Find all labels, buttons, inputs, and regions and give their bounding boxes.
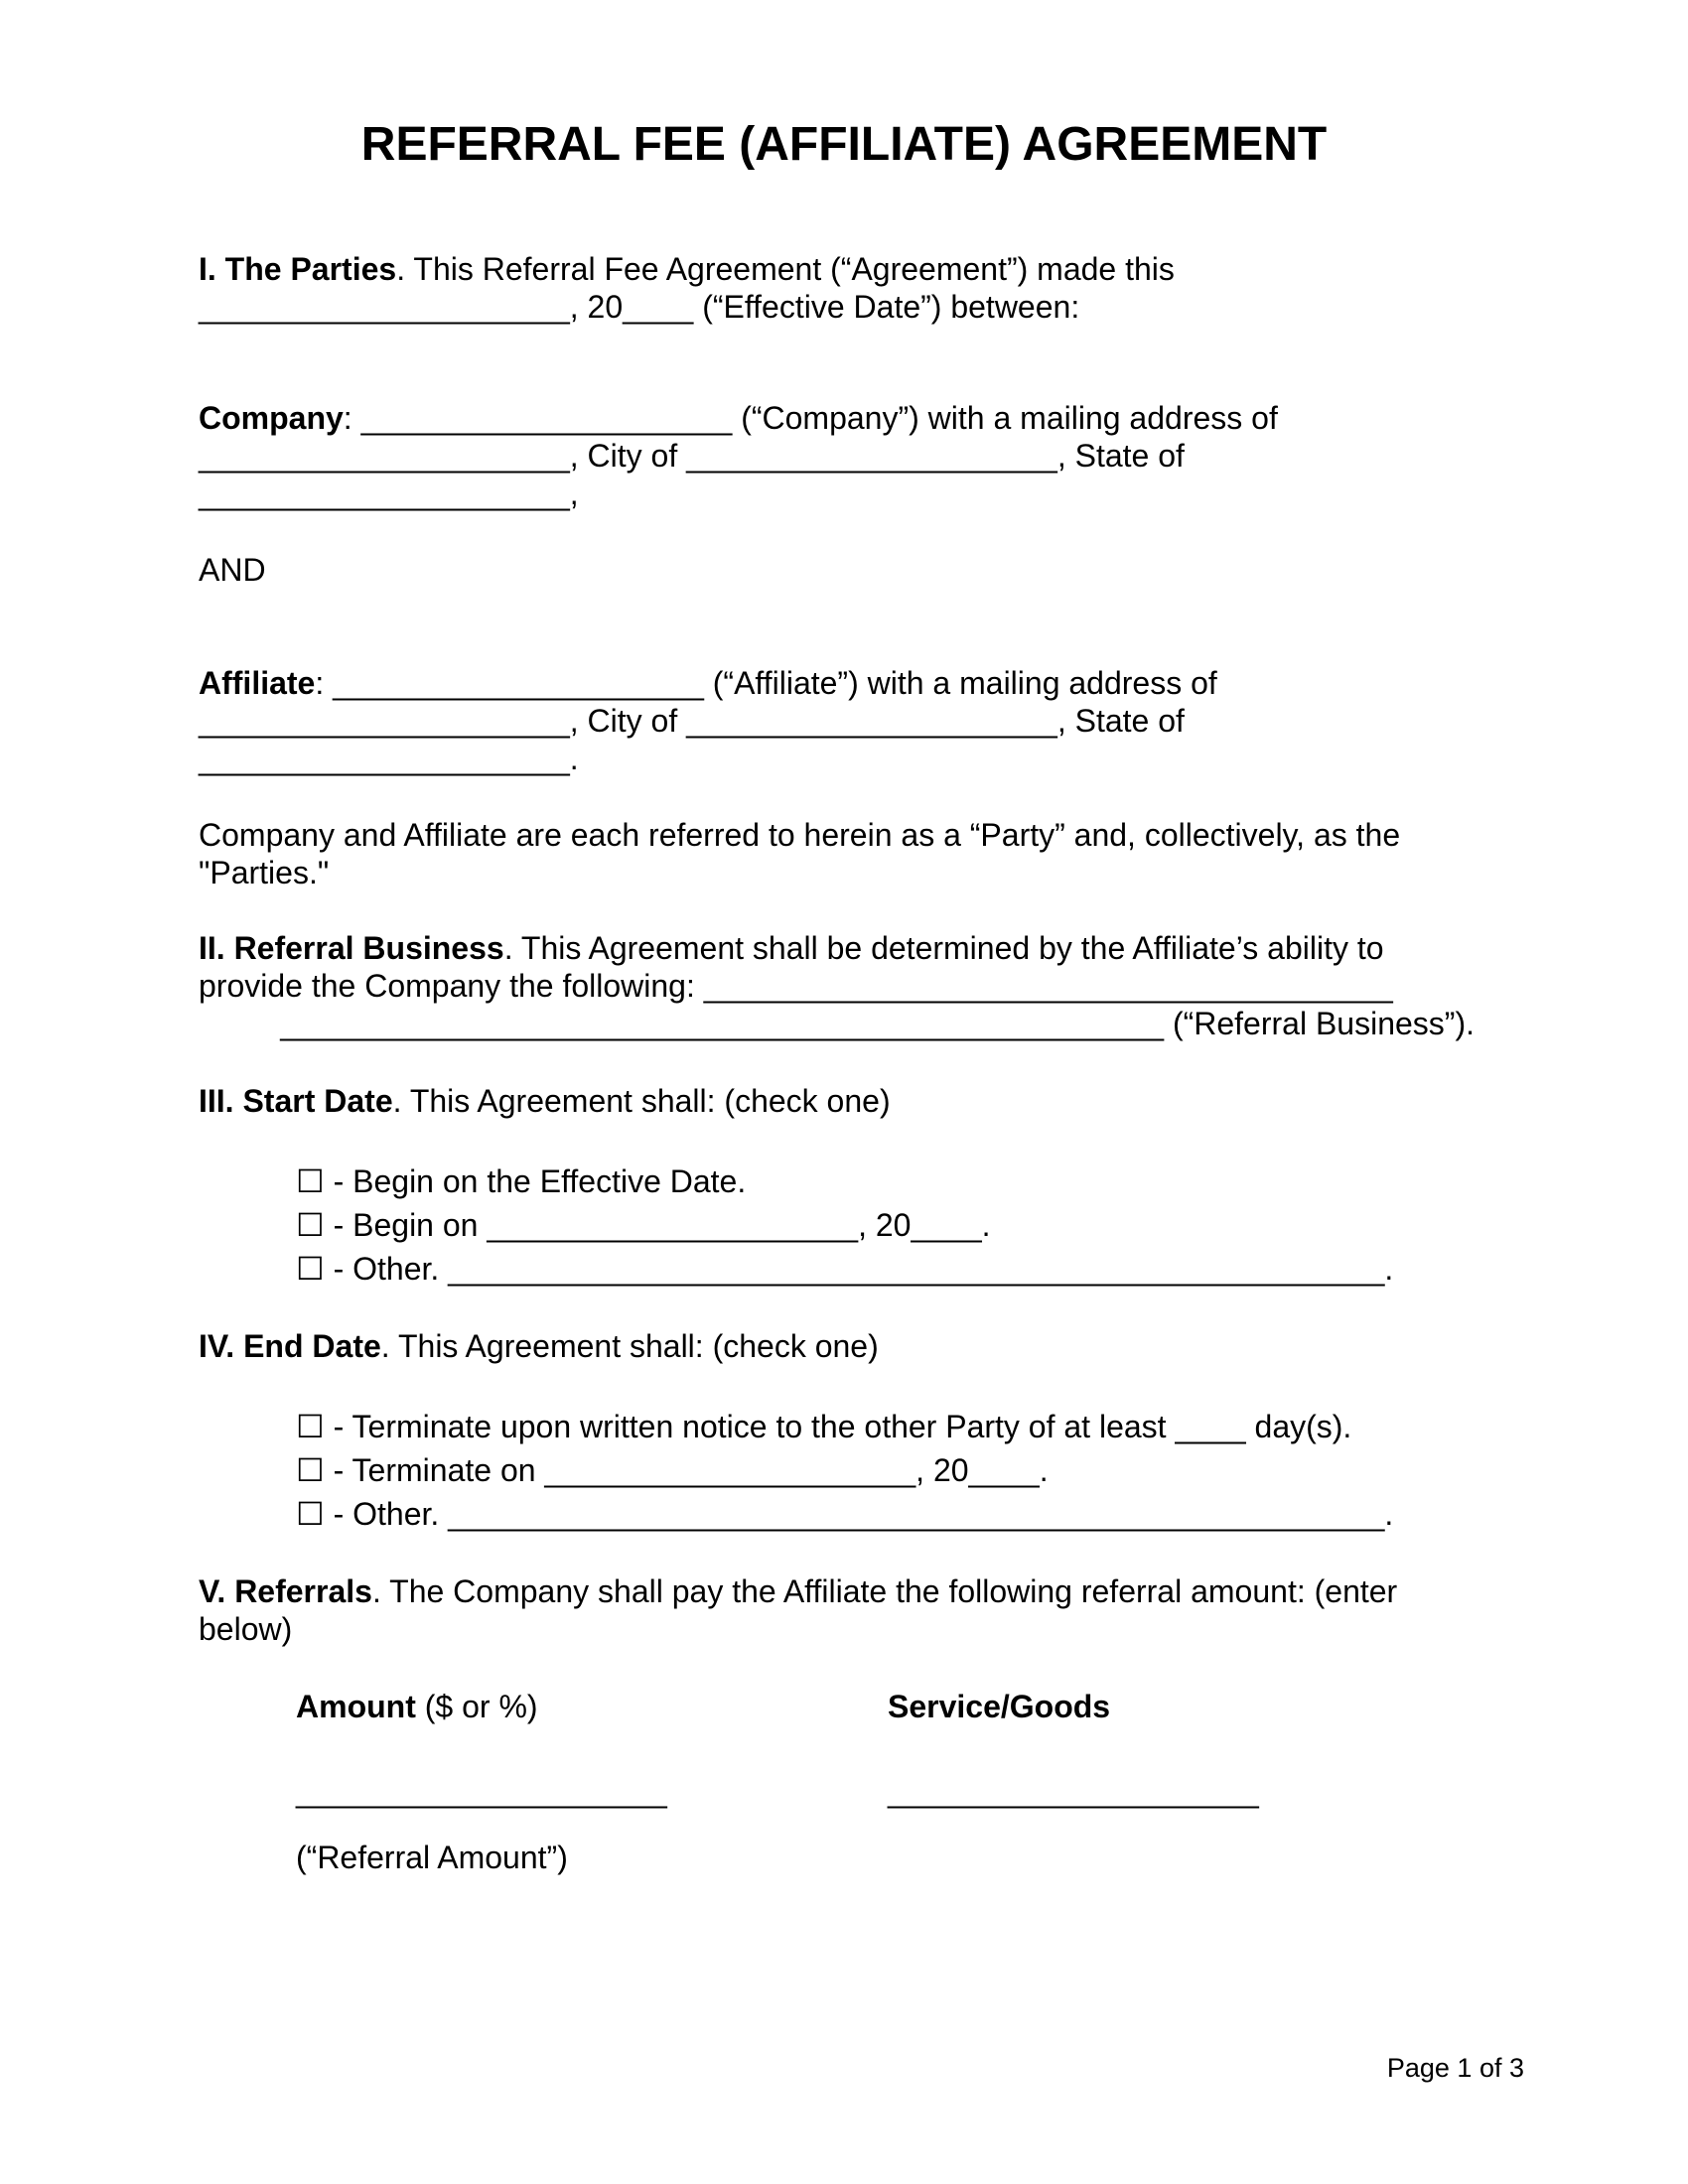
document-title: REFERRAL FEE (AFFILIATE) AGREEMENT [360,118,1328,171]
company-line-3[interactable]: _____________________, [199,476,579,511]
end-date-option-terminate-on[interactable]: ☐ - Terminate on _____________________, 20____. [296,1452,1049,1488]
referrals-line-1: V. Referrals. The Company shall pay the Affiliate the following referral amount: (enter [199,1573,1398,1609]
company-line-2[interactable]: _____________________, City of _____________________, State of [199,438,1185,474]
amount-column-header: Amount ($ or %) [296,1689,538,1724]
section-heading-referrals: V. Referrals [199,1573,372,1609]
referral-business-line-3[interactable]: __________________________________________________ (“Referral Business”). [280,1006,1475,1041]
service-goods-column-header: Service/Goods [888,1689,1111,1724]
start-date-option-effective[interactable]: ☐ - Begin on the Effective Date. [296,1163,747,1199]
section-parties [199,250,1489,326]
affiliate-line-3[interactable]: _____________________. [199,741,579,776]
end-date-option-other[interactable]: ☐ - Other. _____________________________________________________. [296,1496,1394,1532]
section-heading-referral-business: II. Referral Business [199,930,504,966]
section-affiliate [199,664,1489,777]
referral-business-line-1: II. Referral Business. This Agreement shall be determined by the Affiliate’s ability to [199,930,1384,966]
section-referral-business [199,929,1475,1042]
referrals-line-2: below) [199,1611,293,1647]
start-date-option-begin-on[interactable]: ☐ - Begin on _____________________, 20____. [296,1207,991,1243]
affiliate-label: Affiliate [199,665,316,701]
amount-blank[interactable]: _____________________ [296,1773,667,1809]
section-company [199,399,1489,512]
company-line-1[interactable]: Company: _____________________ (“Company”) with a mailing address of [199,400,1278,436]
company-label: Company [199,400,344,436]
start-date-option-other[interactable]: ☐ - Other. _____________________________________________________. [296,1251,1394,1287]
section-start-date [199,1082,1489,1120]
referral-business-line-2[interactable]: provide the Company the following: _______________________________________ [199,968,1393,1004]
affiliate-line-2[interactable]: _____________________, City of _____________________, State of [199,703,1185,739]
service-goods-blank[interactable]: _____________________ [888,1773,1259,1809]
and-separator: AND [199,552,266,588]
parties-collective-paragraph: Company and Affiliate are each referred to herein as a “Party” and, collectively, as the "Parties." [199,817,1401,890]
parties-line-1: I. The Parties. This Referral Fee Agreement (“Agreement”) made this [199,251,1175,287]
start-date-intro: III. Start Date. This Agreement shall: (check one) [199,1083,891,1119]
end-date-intro: IV. End Date. This Agreement shall: (check one) [199,1328,879,1364]
section-heading-end-date: IV. End Date [199,1328,381,1364]
section-referrals [199,1572,1489,1648]
parties-line-2[interactable]: _____________________, 20____ (“Effective Date”) between: [199,289,1080,325]
end-date-option-notice[interactable]: ☐ - Terminate upon written notice to the other Party of at least ____ day(s). [296,1409,1352,1444]
referral-amount-label: (“Referral Amount”) [296,1840,568,1875]
page-number: Page 1 of 3 [1386,2053,1524,2083]
affiliate-line-1[interactable]: Affiliate: _____________________ (“Affiliate”) with a mailing address of [199,665,1217,701]
section-end-date [199,1327,1489,1365]
section-heading-start-date: III. Start Date [199,1083,393,1119]
section-heading-parties: I. The Parties [199,251,397,287]
